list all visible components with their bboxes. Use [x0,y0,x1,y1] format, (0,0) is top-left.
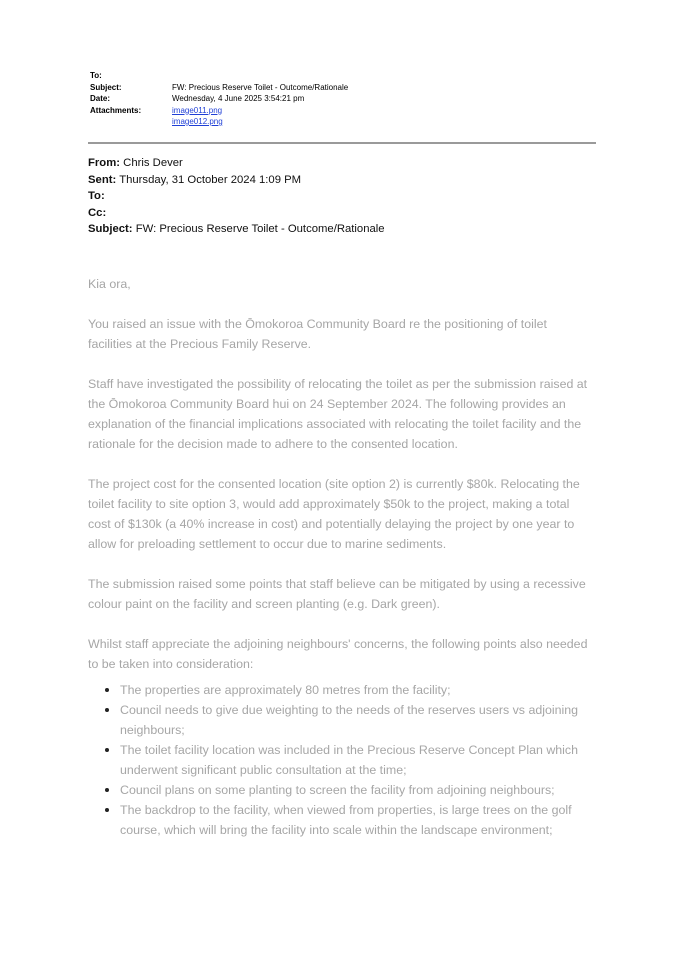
fwd-to-label: To: [88,190,105,202]
sent-label: Sent: [88,173,117,186]
list-item: • Council needs to give due weighting to the needs of the reserves users vs adjoining neighbours; [120,700,593,740]
body-paragraph: The submission raised some points that staff believe can be mitigated by using a recessive colour paint on the facility and screen planting (e.g. Dark green). [88,577,586,611]
email-body [88,274,593,840]
cc-line [88,205,385,222]
from-label: From: [88,157,121,169]
sent-value: Thursday, 31 October 2024 1:09 PM [119,173,302,186]
body-paragraph: You raised an issue with the Ōmokoroa Community Board re the positioning of toilet facilities at the Precious Family Reserve. [88,317,547,351]
header-date-row [90,93,348,105]
body-paragraph: Staff have investigated the possibility of relocating the toilet as per the submission raised at the Ōmokoroa Community Board hui on 24 September 2024. The following provides an explanation of the financial implications associated with relocating the toilet facility and the rationale for the decision made to adhere to the consented location. [88,377,588,451]
list-item: • The toilet facility location was included in the Precious Reserve Concept Plan which underwent significant public consultation at the time; [120,740,593,780]
header-subject-row [90,82,348,94]
from-line [88,155,385,172]
list-item: • Council plans on some planting to screen the facility from adjoining neighbours; [120,780,593,800]
forwarded-header [88,155,385,238]
sent-line [88,172,385,189]
consideration-list [88,680,593,840]
fwd-subject-label: Subject: [88,223,133,235]
body-paragraph: The project cost for the consented location (site option 2) is currently $80k. Relocating the toilet facility to site option 3, would add approximately $50k to the project, making a total cost of $130k (a 40% increase in cost) and potentially delaying the project by one year to allow for preloading settlement to occur due to marine sediments. [88,477,580,551]
header-divider [88,142,596,144]
from-value: Chris Dever [123,157,183,169]
subject-value: FW: Precious Reserve Toilet - Outcome/Rationale [172,82,349,92]
body-paragraph: Whilst staff appreciate the adjoining neighbours' concerns, the following points also needed to be taken into consideration: [88,637,588,671]
date-label: Date: [90,94,111,103]
attachments-label: Attachments: [90,105,142,115]
fwd-subject-line [88,221,385,238]
to-label: To: [90,71,102,80]
greeting: Kia ora, [88,277,131,291]
cc-label: Cc: [88,206,107,219]
attachment-link[interactable]: image011.png [172,105,223,115]
fwd-subject-value: FW: Precious Reserve Toilet - Outcome/Rationale [135,223,385,235]
attachments-list [172,105,223,128]
email-header [90,70,348,128]
list-item: • The backdrop to the facility, when viewed from properties, is large trees on the golf course, which will bring the facility into scale within the landscape environment; [120,800,593,840]
subject-label: Subject: [90,82,122,92]
list-item: • The properties are approximately 80 metres from the facility; [120,680,593,700]
header-to-row [90,70,348,82]
to-line [88,188,385,205]
header-attachments-row [90,105,348,128]
attachment-link[interactable]: image012.png [172,117,223,126]
date-value: Wednesday, 4 June 2025 3:54:21 pm [172,94,305,103]
